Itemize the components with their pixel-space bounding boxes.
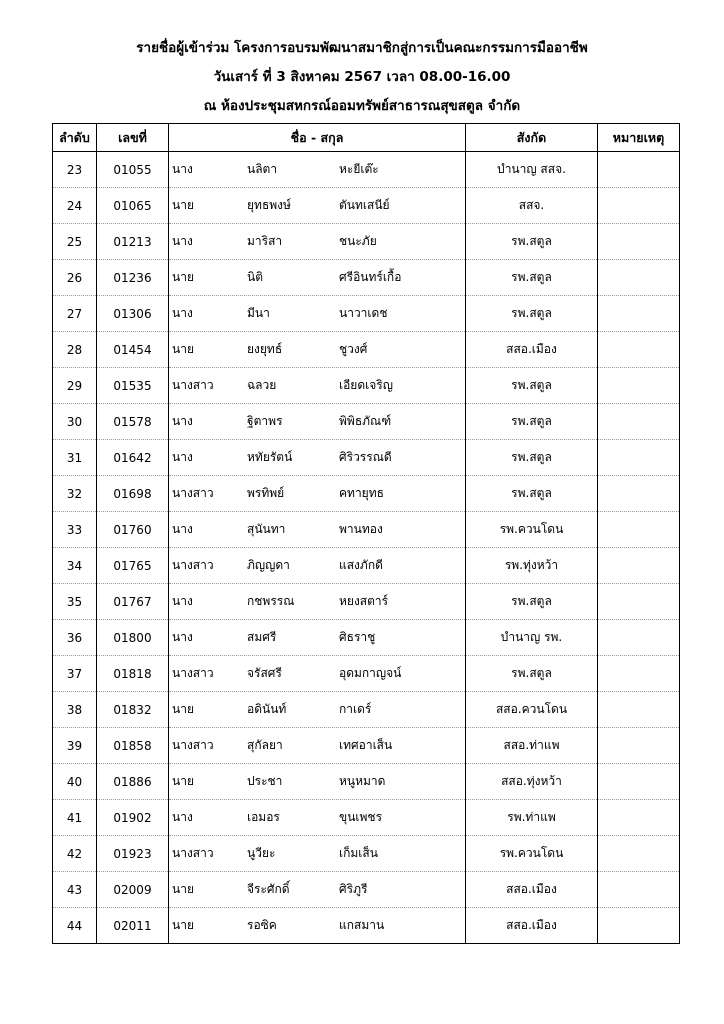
row-first-name: ยุทธพงษ์ [247, 198, 291, 212]
table-row [53, 512, 680, 548]
row-dept: สสจ. [466, 188, 598, 224]
row-prefix: นางสาว [172, 738, 214, 752]
row-name-cell [169, 152, 466, 188]
row-seq: 42 [53, 836, 97, 872]
row-first-name: จรัสศรี [247, 666, 282, 680]
row-dept: รพ.สตูล [466, 296, 598, 332]
row-last-name: หะยีเต๊ะ [339, 162, 379, 176]
row-remark [598, 188, 680, 224]
table-row [53, 332, 680, 368]
row-seq: 26 [53, 260, 97, 296]
row-remark [598, 476, 680, 512]
row-dept: รพ.สตูล [466, 584, 598, 620]
document-header [0, 34, 724, 121]
row-prefix: นาย [172, 774, 194, 788]
row-dept: สสอ.เมือง [466, 872, 598, 908]
row-prefix: นางสาว [172, 486, 214, 500]
row-seq: 38 [53, 692, 97, 728]
row-number: 01923 [97, 836, 169, 872]
row-name-cell [169, 296, 466, 332]
row-seq: 41 [53, 800, 97, 836]
row-name-cell [169, 476, 466, 512]
row-name-cell [169, 260, 466, 296]
table-row [53, 836, 680, 872]
row-prefix: นาย [172, 918, 194, 932]
table-row [53, 368, 680, 404]
row-seq: 36 [53, 620, 97, 656]
row-name-cell [169, 584, 466, 620]
row-remark [598, 908, 680, 944]
row-number: 01236 [97, 260, 169, 296]
row-number: 01902 [97, 800, 169, 836]
row-name-cell [169, 872, 466, 908]
row-number: 02011 [97, 908, 169, 944]
row-number: 01454 [97, 332, 169, 368]
table-row [53, 872, 680, 908]
row-remark [598, 512, 680, 548]
row-name-cell [169, 800, 466, 836]
row-remark [598, 440, 680, 476]
row-remark [598, 764, 680, 800]
row-last-name: หยงสตาร์ [339, 594, 389, 608]
row-dept: รพ.สตูล [466, 440, 598, 476]
row-number: 01818 [97, 656, 169, 692]
table-body [53, 152, 680, 944]
row-last-name: เอียดเจริญ [339, 378, 393, 392]
table-row [53, 584, 680, 620]
row-seq: 27 [53, 296, 97, 332]
row-last-name: คทายุทธ [339, 486, 384, 500]
row-number: 01832 [97, 692, 169, 728]
row-remark [598, 872, 680, 908]
row-remark [598, 368, 680, 404]
row-first-name: นลิตา [247, 162, 278, 176]
row-dept: รพ.สตูล [466, 404, 598, 440]
row-first-name: ฐิตาพร [247, 414, 283, 428]
row-dept: รพ.สตูล [466, 476, 598, 512]
row-dept: บำนาญ สสจ. [466, 152, 598, 188]
table-row [53, 620, 680, 656]
row-number: 01055 [97, 152, 169, 188]
row-prefix: นาง [172, 522, 193, 536]
table-row [53, 152, 680, 188]
row-number: 01765 [97, 548, 169, 584]
row-name-cell [169, 332, 466, 368]
row-remark [598, 620, 680, 656]
row-remark [598, 584, 680, 620]
row-remark [598, 548, 680, 584]
row-seq: 31 [53, 440, 97, 476]
row-remark [598, 152, 680, 188]
row-first-name: นูวียะ [247, 846, 276, 860]
row-last-name: พานทอง [339, 522, 383, 536]
row-remark [598, 728, 680, 764]
table-header-row [53, 124, 680, 152]
row-name-cell [169, 548, 466, 584]
row-dept: สสอ.เมือง [466, 332, 598, 368]
row-name-cell [169, 512, 466, 548]
row-last-name: เก็มเส็น [339, 846, 378, 860]
row-remark [598, 836, 680, 872]
row-prefix: นาย [172, 270, 194, 284]
row-seq: 30 [53, 404, 97, 440]
row-first-name: หทัยรัตน์ [247, 450, 293, 464]
row-name-cell [169, 440, 466, 476]
row-dept: รพ.สตูล [466, 224, 598, 260]
row-dept: สสอ.เมือง [466, 908, 598, 944]
row-dept: สสอ.ทุ่งหว้า [466, 764, 598, 800]
row-remark [598, 260, 680, 296]
row-last-name: แกสมาน [339, 918, 385, 932]
row-first-name: ฉลวย [247, 378, 277, 392]
row-dept: รพ.ควนโดน [466, 512, 598, 548]
row-dept: สสอ.ควนโดน [466, 692, 598, 728]
row-number: 01760 [97, 512, 169, 548]
title-line-2: วันเสาร์ ที่ 3 สิงหาคม 2567 เวลา 08.00-16.00 [213, 69, 511, 85]
table-row [53, 764, 680, 800]
row-seq: 35 [53, 584, 97, 620]
header-dept: สังกัด [466, 124, 598, 152]
row-prefix: นางสาว [172, 666, 214, 680]
row-seq: 43 [53, 872, 97, 908]
row-seq: 33 [53, 512, 97, 548]
table-row [53, 260, 680, 296]
row-last-name: ศิริภูรี [339, 882, 368, 896]
row-seq: 40 [53, 764, 97, 800]
row-prefix: นาย [172, 198, 194, 212]
row-last-name: ศิริวรรณดี [339, 450, 392, 464]
row-prefix: นาง [172, 810, 193, 824]
table-row [53, 728, 680, 764]
row-number: 01642 [97, 440, 169, 476]
row-dept: รพ.ควนโดน [466, 836, 598, 872]
row-prefix: นาง [172, 414, 193, 428]
row-dept: รพ.ทุ่งหว้า [466, 548, 598, 584]
header-name: ชื่อ - สกุล [169, 124, 466, 152]
table-row [53, 404, 680, 440]
row-first-name: กชพรรณ [247, 594, 295, 608]
table-row [53, 476, 680, 512]
row-number: 01535 [97, 368, 169, 404]
row-last-name: อุดมกาญจน์ [339, 666, 402, 680]
row-first-name: มาริสา [247, 234, 283, 248]
row-seq: 28 [53, 332, 97, 368]
row-name-cell [169, 620, 466, 656]
row-name-cell [169, 692, 466, 728]
row-remark [598, 296, 680, 332]
row-name-cell [169, 656, 466, 692]
row-number: 01767 [97, 584, 169, 620]
row-prefix: นาย [172, 342, 194, 356]
row-last-name: กาเดร์ [339, 702, 372, 716]
row-remark [598, 332, 680, 368]
row-prefix: นาง [172, 630, 193, 644]
row-prefix: นางสาว [172, 378, 214, 392]
row-first-name: มีนา [247, 306, 270, 320]
row-seq: 37 [53, 656, 97, 692]
row-first-name: อดินันท์ [247, 702, 287, 716]
row-last-name: ชูวงศ์ [339, 342, 368, 356]
table-row [53, 224, 680, 260]
row-prefix: นาง [172, 306, 193, 320]
row-prefix: นางสาว [172, 558, 214, 572]
row-remark [598, 692, 680, 728]
row-dept: รพ.สตูล [466, 260, 598, 296]
row-remark [598, 404, 680, 440]
row-number: 01886 [97, 764, 169, 800]
row-prefix: นางสาว [172, 846, 214, 860]
row-number: 01858 [97, 728, 169, 764]
title-line-3: ณ ห้องประชุมสหกรณ์ออมทรัพย์สาธารณสุขสตูล จำกัด [203, 98, 521, 114]
row-seq: 24 [53, 188, 97, 224]
row-first-name: สุนันทา [247, 522, 286, 536]
row-first-name: ยงยุทธ์ [247, 342, 283, 356]
row-last-name: เทศอาเส็น [339, 738, 393, 752]
header-seq: ลำดับ [53, 124, 97, 152]
row-last-name: ขุนเพชร [339, 810, 383, 824]
row-prefix: นาง [172, 162, 193, 176]
row-number: 01306 [97, 296, 169, 332]
table-row [53, 656, 680, 692]
row-number: 01800 [97, 620, 169, 656]
row-prefix: นาง [172, 450, 193, 464]
row-prefix: นาย [172, 882, 194, 896]
row-remark [598, 800, 680, 836]
row-seq: 44 [53, 908, 97, 944]
row-name-cell [169, 728, 466, 764]
row-dept: รพ.สตูล [466, 368, 598, 404]
row-name-cell [169, 224, 466, 260]
row-seq: 34 [53, 548, 97, 584]
row-last-name: พิพิธภัณฑ์ [339, 414, 392, 428]
row-first-name: เอมอร [247, 810, 280, 824]
table-row [53, 908, 680, 944]
row-last-name: ศรีอินทร์เกื้อ [339, 270, 402, 284]
header-number: เลขที่ [97, 124, 169, 152]
row-name-cell [169, 404, 466, 440]
row-last-name: นาวาเดช [339, 306, 388, 320]
header-remark: หมายเหตุ [598, 124, 680, 152]
row-last-name: ตันทเสนีย์ [339, 198, 390, 212]
row-dept: รพ.ท่าแพ [466, 800, 598, 836]
table-row [53, 800, 680, 836]
row-first-name: จีระศักดิ์ [247, 882, 290, 896]
row-prefix: นาง [172, 234, 193, 248]
row-prefix: นาย [172, 702, 194, 716]
row-first-name: พรทิพย์ [247, 486, 285, 500]
row-remark [598, 224, 680, 260]
row-first-name: สมศรี [247, 630, 277, 644]
row-prefix: นาง [172, 594, 193, 608]
row-name-cell [169, 188, 466, 224]
row-name-cell [169, 764, 466, 800]
row-last-name: แสงภักดี [339, 558, 383, 572]
row-seq: 23 [53, 152, 97, 188]
participant-table [52, 123, 680, 944]
row-remark [598, 656, 680, 692]
table-row [53, 692, 680, 728]
table-row [53, 548, 680, 584]
row-last-name: ชนะภัย [339, 234, 377, 248]
row-dept: สสอ.ท่าแพ [466, 728, 598, 764]
row-first-name: สุกัลยา [247, 738, 283, 752]
row-first-name: รอซิค [247, 918, 277, 932]
table-row [53, 440, 680, 476]
row-first-name: ประชา [247, 774, 283, 788]
row-number: 01578 [97, 404, 169, 440]
table-row [53, 296, 680, 332]
row-name-cell [169, 368, 466, 404]
row-last-name: ศิธราชู [339, 630, 376, 644]
row-dept: รพ.สตูล [466, 656, 598, 692]
row-dept: บำนาญ รพ. [466, 620, 598, 656]
row-number: 02009 [97, 872, 169, 908]
row-number: 01065 [97, 188, 169, 224]
row-name-cell [169, 908, 466, 944]
row-seq: 39 [53, 728, 97, 764]
table-row [53, 188, 680, 224]
row-last-name: หนูหมาด [339, 774, 386, 788]
row-number: 01698 [97, 476, 169, 512]
row-seq: 25 [53, 224, 97, 260]
row-seq: 29 [53, 368, 97, 404]
row-seq: 32 [53, 476, 97, 512]
row-number: 01213 [97, 224, 169, 260]
title-line-1: รายชื่อผู้เข้าร่วม โครงการอบรมพัฒนาสมาชิกสู่การเป็นคณะกรรมการมืออาชีพ [136, 40, 588, 56]
row-first-name: นิติ [247, 270, 263, 284]
row-name-cell [169, 836, 466, 872]
row-first-name: ภิญญดา [247, 558, 290, 572]
